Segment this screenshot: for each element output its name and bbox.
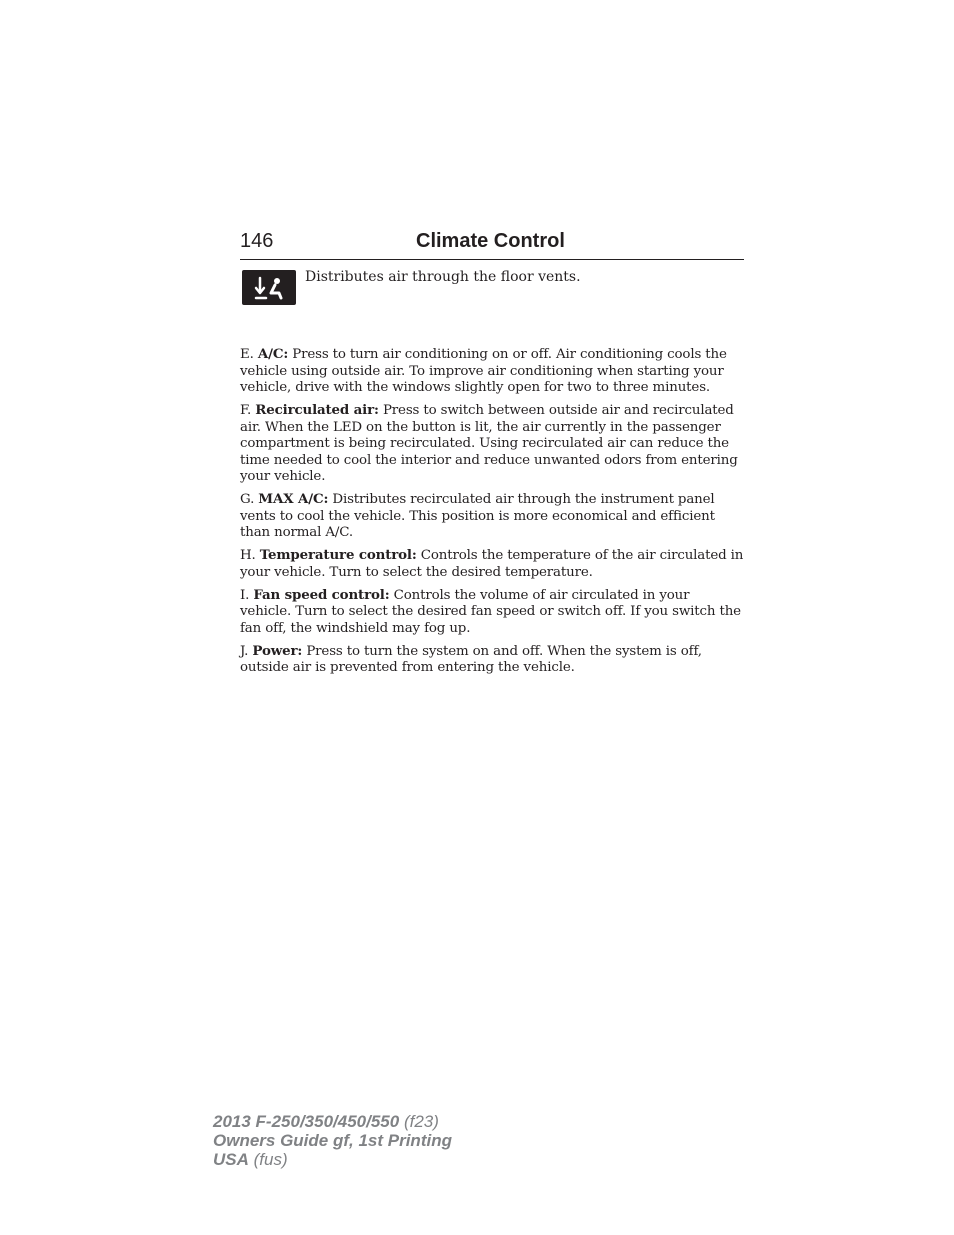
item-prefix: G. bbox=[240, 492, 255, 507]
item-text: Press to turn air conditioning on or off. Air conditioning cools the vehicle using outside air. To improve air conditioning when starting your vehicle, drive with the windows slightly open for two to three minutes. bbox=[240, 347, 727, 395]
control-descriptions bbox=[240, 346, 744, 682]
item-fan-speed-control bbox=[240, 587, 744, 638]
item-term: A/C: bbox=[257, 346, 289, 362]
page-number: 146 bbox=[240, 230, 274, 252]
item-prefix: I. bbox=[240, 587, 250, 603]
floor-mode-caption: Distributes air through the floor vents. bbox=[305, 269, 581, 285]
footer-model: 2013 F-250/350/450/550 bbox=[213, 1112, 400, 1131]
item-power bbox=[240, 643, 744, 677]
item-text: Controls the temperature of the air circulated in your vehicle. Turn to select the desired temperature. bbox=[240, 548, 744, 580]
footer-region-code: (fus) bbox=[253, 1150, 288, 1169]
footer-model-line bbox=[213, 1112, 452, 1131]
footer-guide-line: Owners Guide gf, 1st Printing bbox=[213, 1131, 452, 1150]
item-prefix: J. bbox=[240, 643, 249, 659]
footer-region: USA bbox=[213, 1150, 249, 1169]
floor-vent-icon bbox=[242, 270, 296, 305]
item-temperature-control bbox=[240, 547, 744, 581]
item-recirculated-air bbox=[240, 402, 744, 486]
item-text: Press to switch between outside air and recirculated air. When the LED on the button is lit, the air currently in the passenger compartment is being recirculated. Using recirculated air can reduce the time needed to cool the interior and reduce unwanted odors from entering your vehicle. bbox=[240, 403, 738, 484]
item-text: Controls the volume of air circulated in your vehicle. Turn to select the desired fan speed or switch off. If you switch the fan off, the windshield may fog up. bbox=[240, 587, 741, 636]
page-footer bbox=[213, 1112, 452, 1169]
item-ac bbox=[240, 346, 744, 397]
page-header bbox=[240, 229, 744, 260]
item-prefix: F. bbox=[240, 403, 252, 418]
floor-mode-row bbox=[240, 268, 744, 308]
item-text: Distributes recirculated air through the instrument panel vents to cool the vehicle. This position is more economical and efficient than normal A/C. bbox=[240, 492, 715, 540]
item-term: MAX A/C: bbox=[258, 491, 329, 507]
footer-region-line bbox=[213, 1150, 452, 1169]
section-title: Climate Control bbox=[416, 230, 565, 252]
footer-model-code: (f23) bbox=[403, 1112, 439, 1131]
item-term: Temperature control: bbox=[259, 547, 417, 563]
item-prefix: H. bbox=[240, 548, 256, 563]
item-term: Recirculated air: bbox=[255, 402, 379, 418]
item-term: Fan speed control: bbox=[253, 586, 390, 603]
item-prefix: E. bbox=[240, 347, 254, 362]
item-term: Power: bbox=[252, 642, 303, 659]
item-text: Press to turn the system on and off. When the system is off, outside air is prevented from entering the vehicle. bbox=[240, 643, 702, 675]
item-max-ac bbox=[240, 491, 744, 542]
